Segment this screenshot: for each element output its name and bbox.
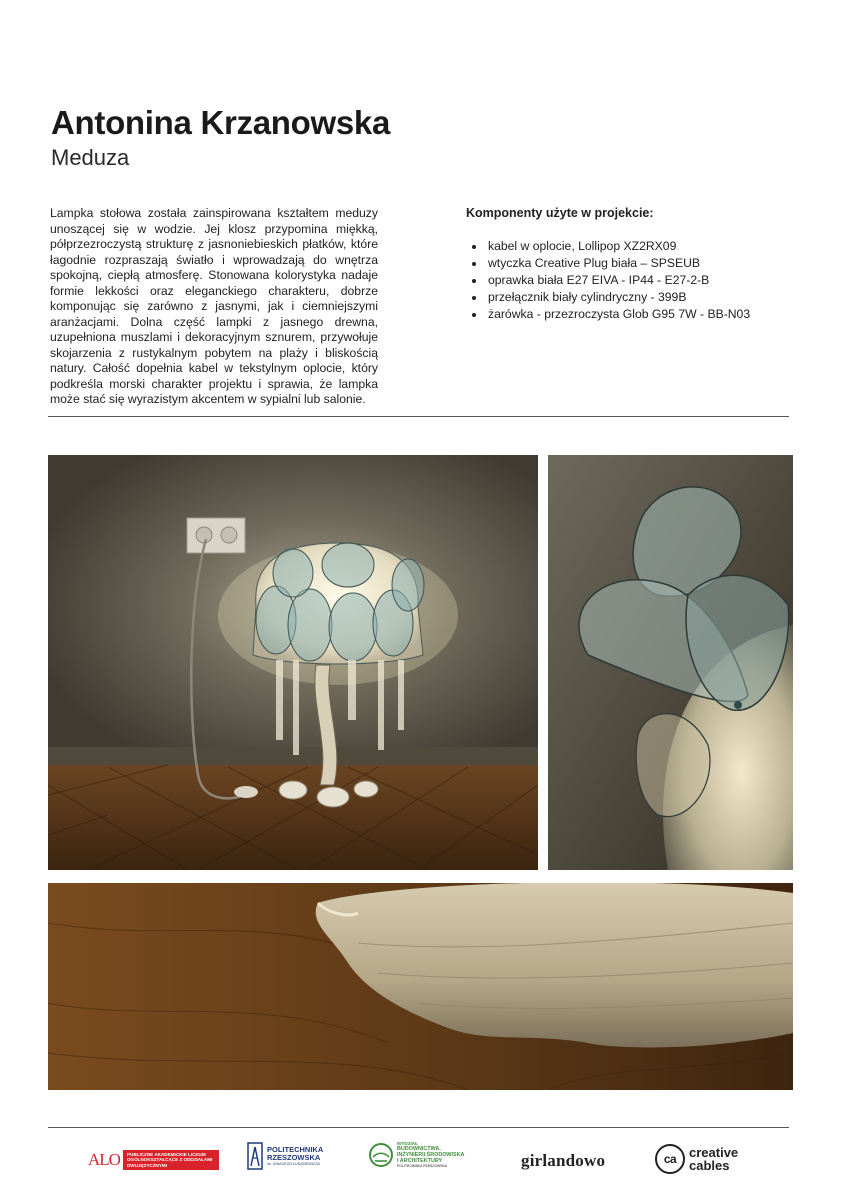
girlandowo-wordmark: girlandowo (521, 1151, 606, 1170)
lamp-room-photo (48, 455, 538, 870)
wydzial-name-1: WYDZIAŁ (397, 1141, 418, 1146)
list-item: • kabel w oplocie, Lollipop XZ2RX09 (486, 238, 750, 255)
project-description: Lampka stołowa została zainspirowana kształtem meduzy unoszącej się w wodzie. Jej klosz przypomina miękką, półprzezroczystą strukturę z jasnoniebieskich płatków, które łagodnie rozpraszają światło i wprowadzają do wnętrza spokojną, ciepłą atmosferę. Stonowana kolorystyka nadaje formie lekkości oraz eleganckiego charakteru, dobrze komponując się zarówno z jasnymi, jak i ciemniejszymi aranżacjami. Dolna część lampki z jasnego drewna, uzupełniona muszlami i dekoracyjnym sznurem, przywołuje skojarzenia z rustykalnym pobytem na plaży i bliskością natury. Całość dopełnia kabel w tekstylnym oplocie, który podkreśla morski charakter projektu i sprawia, że lampka może stać się wyrazistym akcentem w sypialni lub salonie. (50, 206, 378, 406)
alo-logo-mark: ALO (88, 1150, 120, 1169)
creative-cables-mark: ca (663, 1152, 677, 1166)
wydzial-logo (368, 1141, 464, 1169)
creative-cables-word-1: creative (689, 1145, 739, 1160)
list-item: • żarówka - przezroczysta Glob G95 7W - BB-N03 (486, 306, 750, 323)
creative-cables-icon (655, 1144, 685, 1174)
components-heading: Komponenty użyte w projekcie: (466, 206, 654, 220)
alo-logo (88, 1150, 219, 1170)
politechnika-crest-icon (247, 1142, 263, 1170)
creative-cables-word-2: cables (689, 1158, 730, 1173)
alo-logo-text: PUBLICZNE AKADEMICKIE LICEUM OGÓLNOKSZTAŁCĄCE Z ODDZIAŁAMI DWUJĘZYCZNYMI (123, 1150, 219, 1170)
list-item: • oprawka biała E27 EIVA - IP44 - E27-2-B (486, 272, 750, 289)
girlandowo-logo (521, 1151, 605, 1171)
creative-cables-logo (655, 1144, 738, 1174)
author-name: Antonina Krzanowska (51, 104, 391, 141)
list-item: • wtyczka Creative Plug biała – SPSEUB (486, 255, 750, 272)
shell-detail-photo (48, 883, 793, 1090)
footer-divider (48, 1127, 789, 1128)
wydzial-name-2: BUDOWNICTWA, (397, 1146, 441, 1153)
politechnika-name-2: RZESZOWSKA (267, 1152, 321, 1162)
politechnika-logo (247, 1142, 323, 1170)
wydzial-name-3: INŻYNIERII ŚRODOWISKA (397, 1152, 465, 1159)
project-title: Meduza (51, 145, 130, 170)
list-item: • przełącznik biały cylindryczny - 399B (486, 289, 750, 306)
politechnika-name-1: POLITECHNIKA (267, 1144, 324, 1154)
shade-closeup-photo (548, 455, 793, 870)
wydzial-name-4: I ARCHITEKTURY (397, 1158, 443, 1165)
components-list (466, 238, 750, 323)
politechnika-name-3: im. IGNACEGO ŁUKASIEWICZA (267, 1161, 320, 1166)
partner-logos (48, 1140, 789, 1180)
wydzial-emblem-icon (368, 1142, 394, 1168)
top-divider (48, 416, 789, 417)
wydzial-name-5: POLITECHNIKA RZESZOWSKA (397, 1164, 448, 1169)
